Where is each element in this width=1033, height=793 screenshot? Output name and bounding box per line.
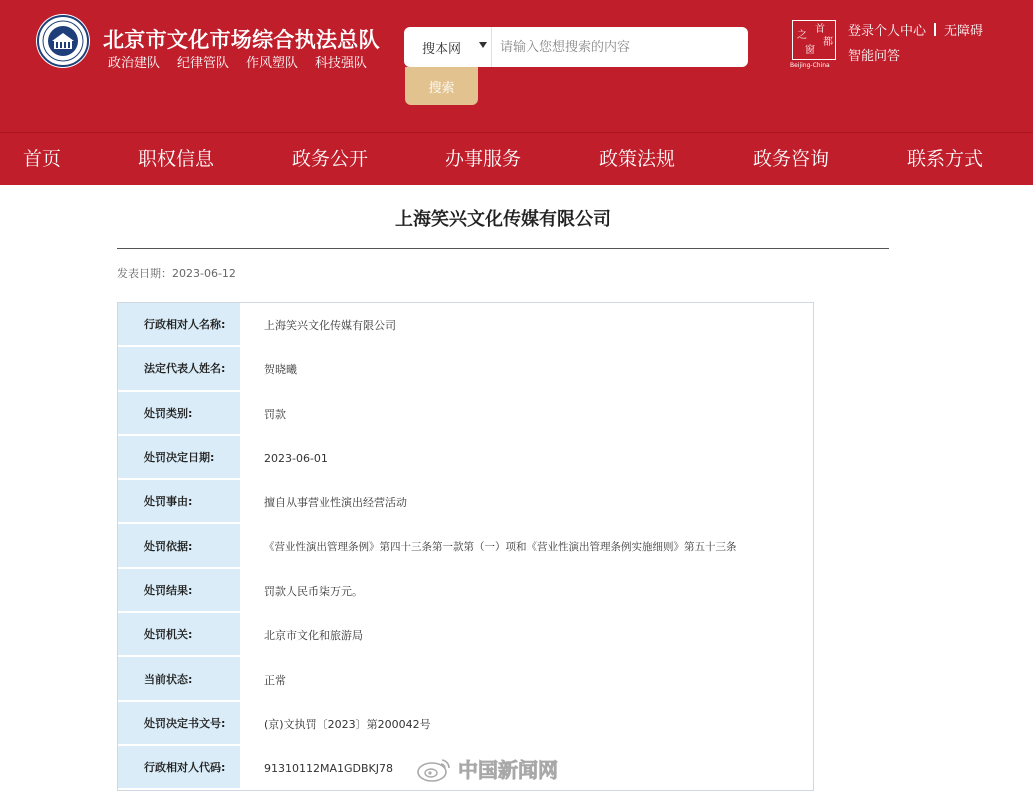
watermark-text: 中国新闻网	[458, 758, 558, 782]
slogan-item: 纪律管队	[177, 56, 230, 71]
table-row	[118, 480, 813, 524]
row-label: 行政相对人名称:	[118, 303, 240, 347]
table-row	[118, 524, 813, 568]
search-scope-label: 搜本网	[422, 41, 462, 57]
search-box	[404, 27, 748, 67]
table-row	[118, 657, 813, 701]
nav-item-contact[interactable]: 联系方式	[907, 148, 984, 170]
row-label: 处罚结果:	[118, 569, 240, 613]
table-row	[118, 303, 813, 347]
smart-qa-link[interactable]: 智能问答	[848, 49, 901, 64]
row-label: 行政相对人代码:	[118, 746, 240, 790]
row-label: 处罚类别:	[118, 392, 240, 436]
capital-window-logo[interactable]	[792, 20, 836, 68]
accessibility-link[interactable]: 无障碍	[944, 24, 984, 39]
row-value: 《营业性演出管理条例》第四十三条第一款第（一）项和《营业性演出管理条例实施细则》第五十三条	[264, 541, 737, 554]
row-label: 法定代表人姓名:	[118, 347, 240, 391]
search-scope-select[interactable]	[404, 27, 492, 67]
row-value: 罚款人民币柒万元。	[264, 584, 363, 598]
slogan-item: 作风塑队	[246, 56, 299, 71]
table-row	[118, 436, 813, 480]
row-value: 北京市文化和旅游局	[264, 629, 363, 643]
main-nav	[0, 132, 1033, 185]
row-value: 2023-06-01	[264, 451, 328, 465]
nav-item-consultation[interactable]: 政务咨询	[753, 148, 830, 170]
logo-char: 都	[823, 37, 833, 48]
nav-item-services[interactable]: 办事服务	[445, 148, 522, 170]
row-label: 处罚机关:	[118, 613, 240, 657]
table-row	[118, 613, 813, 657]
row-label: 处罚决定书文号:	[118, 702, 240, 746]
row-value: 贺晓曦	[264, 363, 297, 377]
title-divider	[117, 248, 889, 249]
link-divider	[934, 23, 936, 36]
chevron-down-icon	[479, 42, 487, 48]
nav-item-government-affairs[interactable]: 政务公开	[292, 148, 369, 170]
table-row	[118, 347, 813, 391]
logo-char: 窗	[805, 45, 815, 56]
weibo-icon	[416, 755, 452, 783]
news-watermark	[416, 754, 558, 783]
table-row	[118, 569, 813, 613]
site-header	[0, 0, 1033, 132]
nav-item-home[interactable]: 首页	[23, 148, 62, 170]
login-link[interactable]: 登录个人中心	[848, 24, 927, 39]
search-input[interactable]	[500, 27, 740, 67]
nav-item-policies[interactable]: 政策法规	[599, 148, 676, 170]
enforcement-emblem-logo[interactable]	[36, 14, 90, 68]
penalty-info-table	[117, 302, 814, 791]
row-label: 当前状态:	[118, 657, 240, 701]
table-row	[118, 392, 813, 436]
capital-window-logo-frame	[792, 20, 836, 60]
slogan-item: 政治建队	[108, 56, 161, 71]
capital-window-logo-subtitle: Beijing-China	[790, 62, 830, 69]
row-value: (京)文执罚〔2023〕第200042号	[264, 717, 431, 731]
slogan-item: 科技强队	[315, 56, 368, 71]
row-value: 上海笑兴文化传媒有限公司	[264, 319, 396, 333]
row-label: 处罚依据:	[118, 524, 240, 568]
search-button[interactable]: 搜索	[405, 67, 478, 105]
row-value: 罚款	[264, 407, 286, 421]
publish-date: 发表日期：2023-06-12	[117, 267, 236, 280]
slogan-list	[108, 52, 367, 71]
row-value: 擅自从事营业性演出经营活动	[264, 496, 407, 510]
site-title[interactable]: 北京市文化市场综合执法总队	[103, 28, 380, 52]
row-value: 正常	[264, 673, 286, 687]
top-links	[848, 20, 983, 39]
nav-item-authority-info[interactable]: 职权信息	[138, 148, 215, 170]
logo-char: 首	[815, 24, 825, 35]
row-value: 91310112MA1GDBKJ78	[264, 761, 393, 775]
table-row	[118, 702, 813, 746]
logo-char: 之	[797, 30, 807, 41]
row-label: 处罚决定日期:	[118, 436, 240, 480]
page-title: 上海笑兴文化传媒有限公司	[395, 209, 611, 230]
row-label: 处罚事由:	[118, 480, 240, 524]
